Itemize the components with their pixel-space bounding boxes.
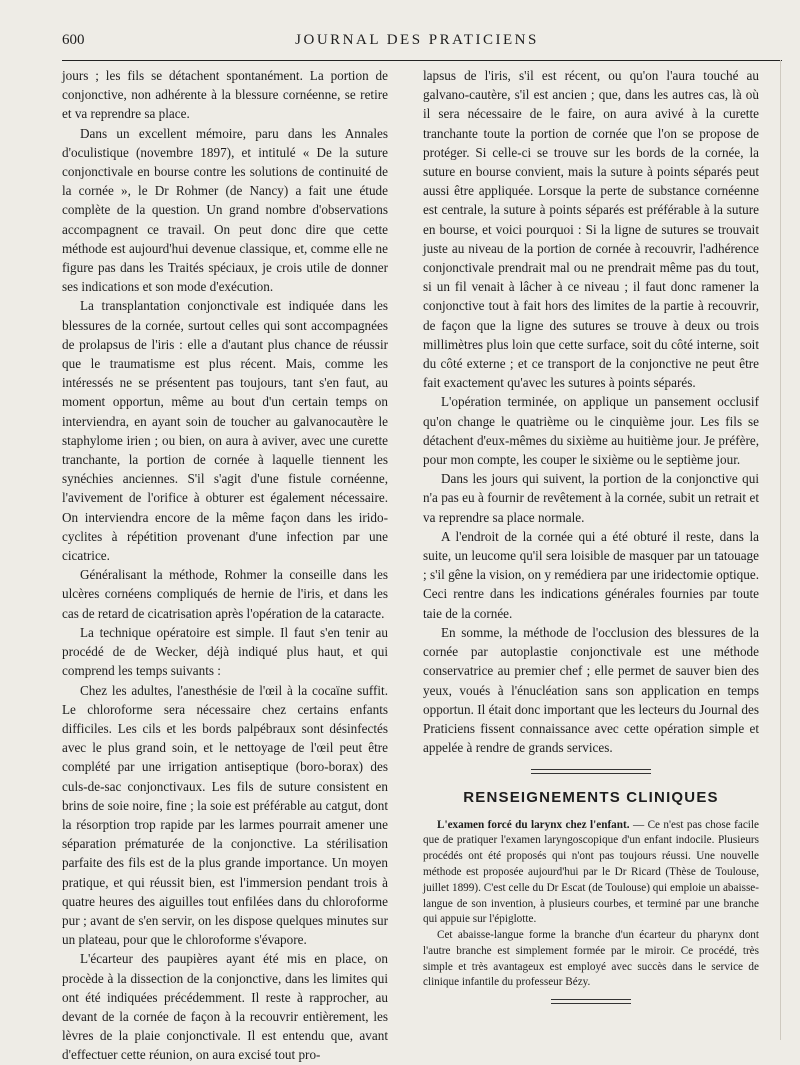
paragraph: A l'endroit de la cornée qui a été obturé il reste, dans la suite, un leucome qu'il sera loisible de masquer par un tatouage ; s'il gêne la vision, on y remédiera par une iridectomie optique. Ceci rentre dans les indications générales fournies par toute taie de la cornée. <box>423 528 759 621</box>
clinical-text: — Ce n'est pas chose facile que de pratiquer l'examen laryngoscopique d'un enfant indocile. Plusieurs procédés ont été proposés qui n'ont pas toujours réussi. Une nouvelle méthode est proposée aujourd'hui par le Dr Ricard (Thèse de Toulouse, juillet 1899). C'est celle du Dr Escat (de Toulouse) qui emploie un abaisse-langue de son invention, à plusieurs courbes, et terminé par une branche qui appuie sur l'épiglotte. <box>423 818 759 926</box>
paragraph: Dans les jours qui suivent, la portion de la conjonctive qui n'a pas eu à fournir de revêtement à la cornée, subit un retrait et va reprendre sa place normale. <box>423 471 759 525</box>
right-column <box>423 66 759 1004</box>
paragraph: En somme, la méthode de l'occlusion des blessures de la cornée par autoplastie conjonctivale est une méthode conservatrice au premier chef ; elle permet de sauver bien des yeux, voués à l'énucléation sans son application en temps opportun. Il était donc important que les lecteurs du Journal des Praticiens fissent connaissance avec cette opération simple et appelée à rendre de grands services. <box>423 624 759 756</box>
page-header <box>62 30 772 54</box>
journal-title: JOURNAL DES PRATICIENS <box>295 32 539 48</box>
clinical-text: Cet abaisse-langue forme la branche d'un écarteur du pharynx dont l'autre branche est simplement formée par le miroir. Ce procédé, très simple et très avantageux est employé avec succès dans le service de clinique infantile du professeur Bézy. <box>423 929 759 989</box>
paragraph: Généralisant la méthode, Rohmer la conseille dans les ulcères cornéens compliqués de hernie de l'iris, et dans les cas de retard de cicatrisation après l'opération de la cataracte. <box>62 567 388 621</box>
paragraph: Chez les adultes, l'anesthésie de l'œil à la cocaïne suffit. Le chloroforme sera nécessaire chez certains enfants difficiles. Les cils et les bords palpébraux sont désinfectés avec le plus grand soin, et le nettoyage de l'œil peut être complété par une irrigation antiseptique (boro-borax) des culs-de-sac conjonctivaux. Les fils de suture consistent en brins de soie noire, fine ; la soie est préférable au catgut, dont la résorption trop rapide par les larmes pourrait amener une séparation prématurée de la conjonctive. La stérilisation parfaite des fils est de la plus grande importance. Un moyen pratique, et qui réussit bien, est l'immersion pendant trois à quatre heures des aiguilles tout enfilées dans du chloroforme pur ; avant de s'en servir, on les dispose quelques minutes sur un plateau, pour que le chloroforme s'évapore. <box>62 682 388 948</box>
paragraph: lapsus de l'iris, s'il est récent, ou qu'on l'aura touché au galvano-cautère, s'il est ancien ; que, dans les autres cas, là où il sera nécessaire de le faire, on aura avivé à la curette tranchante toute la portion de cornée que l'on se propose de protéger. Si celle-ci se trouve sur les bords de la cornée, la suture en bourse convient, mais la suture à points séparés peut aussi être appliquée. Lorsque la perte de substance cornéenne est centrale, la suture à points séparés est préférable à la suture en bourse, et voici pourquoi : Si la ligne de sutures se trouvait juste au niveau de la portion de cornée à recouvrir, l'adhérence conjonctivale prendrait mal ou ne prendrait même pas du tout, si un fil venait à lâcher à ce niveau ; il faut donc ramener la conjonctive tout à fait hors des limites de la partie à recouvrir, de façon que la ligne des sutures se trouve à deux ou trois millimètres plus loin que cette surface, soit du côté interne, soit du côté externe ; et ce transport de la conjonctive ne peut être fait exactement qu'avec les sutures à points séparés. <box>423 68 759 391</box>
section-title: RENSEIGNEMENTS CLINIQUES <box>463 789 719 807</box>
paragraph: Dans un excellent mémoire, paru dans les Annales d'oculistique (novembre 1897), et intitulé « De la suture conjonctivale en bourse contre les solutions de continuité de la cornée », le Dr Rohmer (de Nancy) a fait une étude complète de la question. Un grand nombre d'observations accompagnent ce travail. On peut donc dire que cette méthode est aujourd'hui devenue classique, et, comme elle ne figure pas dans les Traités spéciaux, je crois utile de donner ses indications et son mode d'exécution. <box>62 125 388 295</box>
clinical-note <box>423 818 759 992</box>
paragraph: L'opération terminée, on applique un pansement occlusif qu'on change le quatrième ou le cinquième jour. Les fils se détachent d'eux-mêmes du sixième au huitième jour. Je préfère, pour mon compte, les couper le sixième ou le septième jour. <box>423 394 759 468</box>
paragraph: jours ; les fils se détachent spontanément. La portion de conjonctive, non adhérente à la blessure cornéenne, se retire et va reprendre sa place. <box>62 68 388 122</box>
page-number: 600 <box>62 32 85 48</box>
clinical-heading: L'examen forcé du larynx chez l'enfant. <box>437 818 630 831</box>
paragraph: L'écarteur des paupières ayant été mis en place, on procède à la dissection de la conjonctive, dans les limites qui ont été indiquées précédemment. Il reste à rapprocher, au devant de la cornée de façon à la recouvrir entièrement, les lèvres de la plaie conjonctivale. Il est entendu que, avant d'effectuer cette réunion, on aura excisé tout pro- <box>62 951 388 1063</box>
section-divider <box>531 769 651 774</box>
paragraph: La technique opératoire est simple. Il faut s'en tenir au procédé de de Wecker, déjà indiqué plus haut, et qui comprend les temps suivants : <box>62 624 388 679</box>
paragraph: La transplantation conjonctivale est indiquée dans les blessures de la cornée, surtout celles qui sont accompagnées de prolapsus de l'iris : elle a d'autant plus chance de réussir que le traumatisme est plus récent. Mais, comme les intéressés ne se présentent pas toujours, tant s'en faut, au moment opportun, même au bout d'un certain temps on interviendra, en ayant soin de toucher au galvanocautère le staphylome irien ; ou bien, on aura à aviver, avec une curette tranchante, la portion de cornée à laquelle tiennent les synéchies anciennes. S'il s'agit d'une fistule cornéenne, l'avivement de l'orifice à obturer est également nécessaire. On interviendra encore de la même façon dans les irido-cyclites à répétition provenant d'une infection par une cicatrice. <box>62 298 388 564</box>
page-edge <box>780 60 781 1040</box>
header-rule <box>62 60 782 61</box>
end-divider <box>551 999 631 1004</box>
left-column <box>62 66 388 1065</box>
